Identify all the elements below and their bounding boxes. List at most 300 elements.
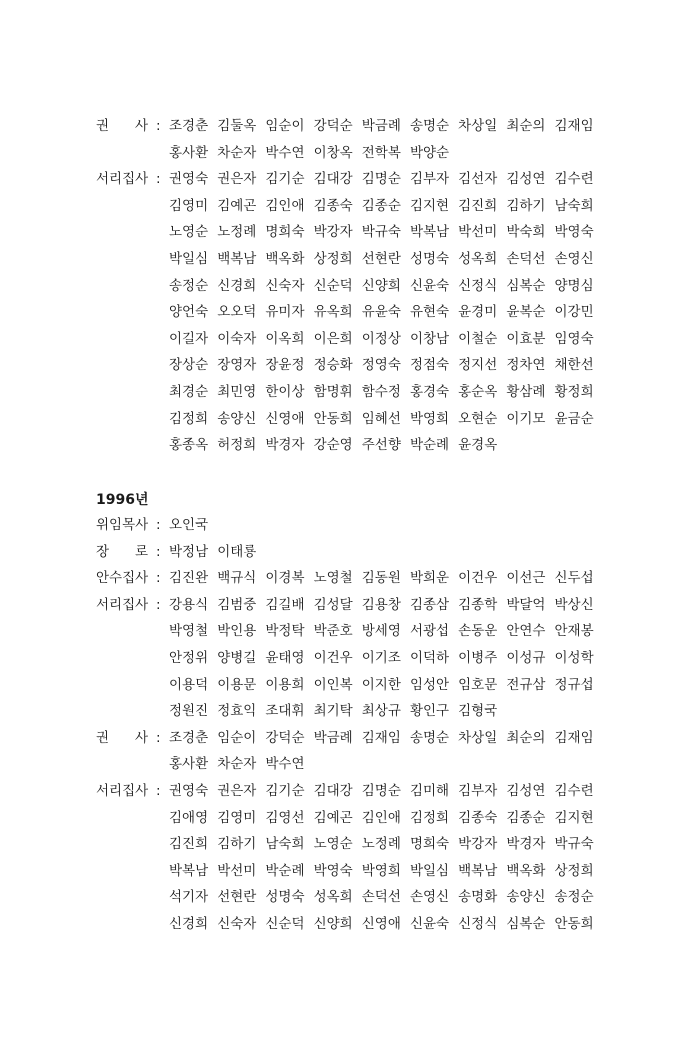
person-name: 박희운 xyxy=(409,570,450,587)
person-name: 박금례 xyxy=(361,118,401,134)
name-line xyxy=(169,884,616,911)
name-line xyxy=(169,672,616,699)
person-name: 박달억 xyxy=(506,596,546,613)
person-name: 이길자 xyxy=(169,330,209,347)
person-name: 상정희 xyxy=(313,250,353,267)
person-name: 안동희 xyxy=(554,915,594,932)
person-name: 정영숙 xyxy=(361,357,401,374)
person-name: 이경복 xyxy=(265,570,305,587)
person-name: 이덕하 xyxy=(409,649,450,666)
role-label xyxy=(96,113,148,140)
label-colon: : xyxy=(156,729,161,746)
role-entry xyxy=(96,539,616,566)
person-name: 임혜선 xyxy=(361,410,401,427)
person-name: 이철순 xyxy=(458,330,498,347)
person-name: 유현숙 xyxy=(409,304,450,321)
person-name: 김선자 xyxy=(458,171,498,188)
person-name: 김애영 xyxy=(169,809,209,826)
person-name: 신양희 xyxy=(361,277,401,294)
person-name: 김기순 xyxy=(265,783,305,799)
person-name: 남숙희 xyxy=(265,836,305,853)
person-name: 손영신 xyxy=(409,889,450,906)
person-name: 안재봉 xyxy=(554,623,594,640)
name-line xyxy=(169,326,616,353)
person-name: 손덕선 xyxy=(361,889,401,906)
person-name: 윤경미 xyxy=(458,304,498,321)
person-name: 김정희 xyxy=(169,410,209,427)
person-name: 김명순 xyxy=(361,171,401,188)
person-name: 이건우 xyxy=(458,570,498,587)
person-name: 성옥희 xyxy=(458,250,498,267)
label-colon: : xyxy=(156,543,161,560)
name-list xyxy=(169,539,616,566)
role-label-char: 로 xyxy=(134,543,148,560)
person-name: 신양희 xyxy=(313,915,353,932)
person-name: 정효익 xyxy=(217,703,257,720)
person-name: 백옥화 xyxy=(265,250,305,267)
name-line xyxy=(169,166,616,193)
name-list xyxy=(169,565,616,592)
person-name: 오인국 xyxy=(169,517,209,533)
person-name: 선현란 xyxy=(361,250,401,267)
person-name: 명희숙 xyxy=(265,224,305,241)
person-name: 김예곤 xyxy=(217,197,257,214)
role-label xyxy=(96,725,148,752)
person-name: 권은자 xyxy=(217,783,257,799)
person-name: 임순이 xyxy=(217,729,257,746)
person-name: 손영신 xyxy=(554,250,594,267)
person-name: 송명화 xyxy=(458,889,498,906)
person-name: 신경희 xyxy=(217,277,257,294)
name-line xyxy=(169,858,616,885)
person-name: 선현란 xyxy=(217,889,257,906)
person-name: 최경순 xyxy=(169,383,209,400)
person-name: 송양신 xyxy=(506,889,546,906)
person-name: 김형국 xyxy=(458,703,498,720)
person-name: 박강자 xyxy=(458,836,498,853)
person-name: 안동희 xyxy=(313,410,353,427)
person-name: 김범중 xyxy=(217,596,257,613)
person-name: 유윤숙 xyxy=(361,304,401,321)
name-line xyxy=(169,805,616,832)
name-line xyxy=(169,778,616,805)
label-colon: : xyxy=(156,118,161,134)
person-name: 김종순 xyxy=(506,809,546,826)
person-name: 김기순 xyxy=(265,171,305,188)
person-name: 이용문 xyxy=(217,676,257,693)
role-label: 서리집사 xyxy=(96,171,149,188)
role-label xyxy=(96,539,148,566)
person-name: 김성연 xyxy=(506,783,546,799)
person-name: 박수연 xyxy=(265,756,305,773)
person-name: 명희숙 xyxy=(409,836,450,853)
person-name: 신순덕 xyxy=(313,277,353,294)
person-name: 김종숙 xyxy=(313,197,353,214)
person-name: 남숙희 xyxy=(554,197,594,214)
person-name: 오오덕 xyxy=(217,304,257,321)
label-colon: : xyxy=(156,596,161,613)
person-name: 양명심 xyxy=(554,277,594,294)
person-name: 김둘옥 xyxy=(217,118,257,134)
person-name: 김수련 xyxy=(554,171,594,188)
person-name: 한이상 xyxy=(265,383,305,400)
name-list xyxy=(169,166,616,459)
person-name: 노영순 xyxy=(169,224,209,241)
person-name: 이숙자 xyxy=(217,330,257,347)
person-name: 최순의 xyxy=(506,118,546,134)
person-name: 박영희 xyxy=(409,410,450,427)
person-name: 황삼례 xyxy=(506,383,546,400)
person-name: 강덕순 xyxy=(313,118,353,134)
person-name: 노정례 xyxy=(361,836,401,853)
person-name: 김부자 xyxy=(458,783,498,799)
name-line xyxy=(169,299,616,326)
person-name: 전규삼 xyxy=(506,676,546,693)
person-name: 차상일 xyxy=(458,729,498,746)
person-name: 최상규 xyxy=(361,703,401,720)
person-name: 강용식 xyxy=(169,596,209,613)
name-line xyxy=(169,565,616,592)
person-name: 김인애 xyxy=(265,197,305,214)
label-colon: : xyxy=(156,783,161,799)
person-name: 김성연 xyxy=(506,171,546,188)
name-line xyxy=(169,831,616,858)
role-entry xyxy=(96,725,616,778)
person-name: 송양신 xyxy=(217,410,257,427)
person-name: 이창남 xyxy=(409,330,450,347)
person-name: 신순덕 xyxy=(265,915,305,932)
person-name: 오현순 xyxy=(458,410,498,427)
person-name: 최기탁 xyxy=(313,703,353,720)
person-name: 김영미 xyxy=(169,197,209,214)
person-name: 박경자 xyxy=(265,437,305,454)
person-name: 이성학 xyxy=(554,649,594,666)
person-name: 김종학 xyxy=(458,596,498,613)
person-name: 손덕선 xyxy=(506,250,546,267)
person-name: 김재임 xyxy=(554,729,594,746)
person-name: 유옥희 xyxy=(313,304,353,321)
person-name: 안정위 xyxy=(169,649,209,666)
person-name: 김지현 xyxy=(554,809,594,826)
person-name: 이용희 xyxy=(265,676,305,693)
name-line xyxy=(169,751,616,778)
person-name: 정점숙 xyxy=(409,357,450,374)
role-entry xyxy=(96,565,616,592)
role-label-char: 사 xyxy=(134,729,148,746)
role-label-char: 권 xyxy=(96,118,110,134)
person-name: 박영숙 xyxy=(313,862,353,879)
person-name: 이옥희 xyxy=(265,330,305,347)
name-line xyxy=(169,698,616,725)
person-name: 이성규 xyxy=(506,649,546,666)
person-name: 윤금순 xyxy=(554,410,594,427)
person-name: 홍순옥 xyxy=(458,383,498,400)
person-name: 김지현 xyxy=(409,197,450,214)
person-name: 조대휘 xyxy=(265,703,305,720)
person-name: 홍사환 xyxy=(169,144,209,161)
person-name: 함수정 xyxy=(361,383,401,400)
person-name: 박선미 xyxy=(217,862,257,879)
person-name: 김재임 xyxy=(361,729,401,746)
person-name: 윤경옥 xyxy=(458,437,498,454)
person-name: 김종순 xyxy=(361,197,401,214)
person-name: 심복순 xyxy=(506,277,546,294)
person-name: 허정희 xyxy=(217,437,257,454)
person-name: 박숙희 xyxy=(506,224,546,241)
person-name: 김동원 xyxy=(361,570,401,587)
person-name: 차순자 xyxy=(217,756,257,773)
person-name: 최순의 xyxy=(506,729,546,746)
person-name: 차순자 xyxy=(217,144,257,161)
person-name: 백옥화 xyxy=(506,862,546,879)
person-name: 신경희 xyxy=(169,915,209,932)
person-name: 박순례 xyxy=(409,437,450,454)
person-name: 김길배 xyxy=(265,596,305,613)
role-entry xyxy=(96,512,616,539)
name-line xyxy=(169,406,616,433)
person-name: 전학복 xyxy=(361,144,401,161)
role-label: 위임목사 xyxy=(96,517,149,533)
person-name: 채한선 xyxy=(554,357,594,374)
name-list xyxy=(169,778,616,938)
name-line xyxy=(169,219,616,246)
person-name: 이태룡 xyxy=(217,543,257,560)
person-name: 성명숙 xyxy=(265,889,305,906)
role-entry xyxy=(96,778,616,938)
person-name: 홍사환 xyxy=(169,756,209,773)
person-name: 임호문 xyxy=(458,676,498,693)
role-label-char: 사 xyxy=(134,118,148,134)
person-name: 김미해 xyxy=(409,783,450,799)
person-name: 박준호 xyxy=(313,623,353,640)
person-name: 이정상 xyxy=(361,330,401,347)
person-name: 신윤숙 xyxy=(409,915,450,932)
name-line xyxy=(169,273,616,300)
person-name: 김정희 xyxy=(409,809,450,826)
person-name: 성옥희 xyxy=(313,889,353,906)
person-name: 윤복순 xyxy=(506,304,546,321)
person-name: 김영미 xyxy=(217,809,257,826)
name-line xyxy=(169,193,616,220)
person-name: 김종숙 xyxy=(458,809,498,826)
person-name: 박영희 xyxy=(361,862,401,879)
person-name: 정원진 xyxy=(169,703,209,720)
role-label-char: 권 xyxy=(96,729,110,746)
person-name: 박선미 xyxy=(458,224,498,241)
person-name: 이창옥 xyxy=(313,144,353,161)
name-line xyxy=(169,246,616,273)
person-name: 정승화 xyxy=(313,357,353,374)
person-name: 송명순 xyxy=(409,729,450,746)
person-name: 박규숙 xyxy=(554,836,594,853)
name-list xyxy=(169,512,616,539)
person-name: 김인애 xyxy=(361,809,401,826)
person-name: 김진희 xyxy=(169,836,209,853)
person-name: 백규식 xyxy=(217,570,257,587)
person-name: 김예곤 xyxy=(313,809,353,826)
person-name: 신숙자 xyxy=(217,915,257,932)
person-name: 이건우 xyxy=(313,649,353,666)
person-name: 박순례 xyxy=(265,862,305,879)
name-line xyxy=(169,725,616,752)
name-line xyxy=(169,512,616,539)
person-name: 김대강 xyxy=(313,783,353,799)
person-name: 박상신 xyxy=(554,596,594,613)
person-name: 임순이 xyxy=(265,118,305,134)
person-name: 박정남 xyxy=(169,543,209,560)
person-name: 김용창 xyxy=(361,596,401,613)
person-name: 함명휘 xyxy=(313,383,353,400)
person-name: 유미자 xyxy=(265,304,305,321)
person-name: 성명숙 xyxy=(409,250,450,267)
name-line xyxy=(169,645,616,672)
person-name: 이기모 xyxy=(506,410,546,427)
person-name: 황인구 xyxy=(409,703,450,720)
person-name: 주선향 xyxy=(361,437,401,454)
person-name: 권영숙 xyxy=(169,171,209,188)
person-name: 석기자 xyxy=(169,889,209,906)
person-name: 박경자 xyxy=(506,836,546,853)
person-name: 김수련 xyxy=(554,783,594,799)
person-name: 정지선 xyxy=(458,357,498,374)
person-name: 권은자 xyxy=(217,171,257,188)
person-name: 강덕순 xyxy=(265,729,305,746)
person-name: 안연수 xyxy=(506,623,546,640)
label-colon: : xyxy=(156,570,161,587)
person-name: 홍종옥 xyxy=(169,437,209,454)
role-entry xyxy=(96,592,616,725)
person-name: 백복남 xyxy=(217,250,257,267)
person-name: 노영철 xyxy=(313,570,353,587)
person-name: 심복순 xyxy=(506,915,546,932)
person-name: 김부자 xyxy=(409,171,450,188)
person-name: 김진희 xyxy=(458,197,498,214)
person-name: 홍경숙 xyxy=(409,383,450,400)
person-name: 임성안 xyxy=(409,676,450,693)
person-name: 이지한 xyxy=(361,676,401,693)
person-name: 장상순 xyxy=(169,357,209,374)
label-colon: : xyxy=(156,171,161,188)
person-name: 박규숙 xyxy=(361,224,401,241)
person-name: 이강민 xyxy=(554,304,594,321)
person-name: 양언숙 xyxy=(169,304,209,321)
person-name: 노정례 xyxy=(217,224,257,241)
person-name: 김종삼 xyxy=(409,596,450,613)
person-name: 김하기 xyxy=(217,836,257,853)
person-name: 김명순 xyxy=(361,783,401,799)
person-name: 정차연 xyxy=(506,357,546,374)
person-name: 방세영 xyxy=(361,623,401,640)
person-name: 신윤숙 xyxy=(409,277,450,294)
person-name: 백복남 xyxy=(458,862,498,879)
person-name: 송정순 xyxy=(169,277,209,294)
person-name: 박일심 xyxy=(409,862,450,879)
person-name: 최민영 xyxy=(217,383,257,400)
person-name: 상정희 xyxy=(554,862,594,879)
year-heading: 1996년 xyxy=(96,492,149,508)
person-name: 신영애 xyxy=(265,410,305,427)
role-label: 서리집사 xyxy=(96,596,149,613)
name-line xyxy=(169,140,616,167)
person-name: 장영자 xyxy=(217,357,257,374)
person-name: 박영철 xyxy=(169,623,209,640)
person-name: 황정희 xyxy=(554,383,594,400)
person-name: 차상일 xyxy=(458,118,498,134)
person-name: 신정식 xyxy=(458,277,498,294)
person-name: 신두섭 xyxy=(554,570,594,587)
person-name: 신숙자 xyxy=(265,277,305,294)
name-line xyxy=(169,432,616,459)
person-name: 노영순 xyxy=(313,836,353,853)
person-name: 박양순 xyxy=(409,144,450,161)
person-name: 박인용 xyxy=(217,623,257,640)
person-name: 박복남 xyxy=(169,862,209,879)
label-colon: : xyxy=(156,517,161,533)
person-name: 권영숙 xyxy=(169,783,209,799)
person-name: 박수연 xyxy=(265,144,305,161)
person-name: 조경춘 xyxy=(169,118,209,134)
name-line xyxy=(169,379,616,406)
name-line xyxy=(169,911,616,938)
person-name: 조경춘 xyxy=(169,729,209,746)
person-name: 이병주 xyxy=(458,649,498,666)
person-name: 송명순 xyxy=(409,118,450,134)
person-name: 송정순 xyxy=(554,889,594,906)
person-name: 서광섭 xyxy=(409,623,450,640)
person-name: 박일심 xyxy=(169,250,209,267)
person-name: 신영애 xyxy=(361,915,401,932)
name-list xyxy=(169,113,616,166)
name-list xyxy=(169,725,616,778)
person-name: 이효분 xyxy=(506,330,546,347)
person-name: 김대강 xyxy=(313,171,353,188)
person-name: 박정탁 xyxy=(265,623,305,640)
name-list xyxy=(169,592,616,725)
name-line xyxy=(169,113,616,140)
person-name: 김하기 xyxy=(506,197,546,214)
person-name: 이인복 xyxy=(313,676,353,693)
person-name: 이선근 xyxy=(506,570,546,587)
person-name: 장윤정 xyxy=(265,357,305,374)
person-name: 김재임 xyxy=(554,118,594,134)
role-label: 안수집사 xyxy=(96,570,149,587)
name-line xyxy=(169,539,616,566)
role-label: 서리집사 xyxy=(96,783,149,799)
person-name: 이은희 xyxy=(313,330,353,347)
name-line xyxy=(169,618,616,645)
role-entry xyxy=(96,113,616,166)
person-name: 윤태영 xyxy=(265,649,305,666)
person-name: 김성달 xyxy=(313,596,353,613)
person-name: 이용덕 xyxy=(169,676,209,693)
person-name: 강순영 xyxy=(313,437,353,454)
person-name: 양병길 xyxy=(217,649,257,666)
person-name: 이기조 xyxy=(361,649,401,666)
person-name: 김영선 xyxy=(265,809,305,826)
role-label-char: 장 xyxy=(96,543,110,560)
role-entry xyxy=(96,166,616,459)
person-name: 박영숙 xyxy=(554,224,594,241)
person-name: 김진완 xyxy=(169,570,209,587)
name-line xyxy=(169,352,616,379)
person-name: 신정식 xyxy=(458,915,498,932)
person-name: 박금례 xyxy=(313,729,353,746)
person-name: 박강자 xyxy=(313,224,353,241)
person-name: 박복남 xyxy=(409,224,450,241)
person-name: 임영숙 xyxy=(554,330,594,347)
name-line xyxy=(169,592,616,619)
person-name: 손동운 xyxy=(458,623,498,640)
